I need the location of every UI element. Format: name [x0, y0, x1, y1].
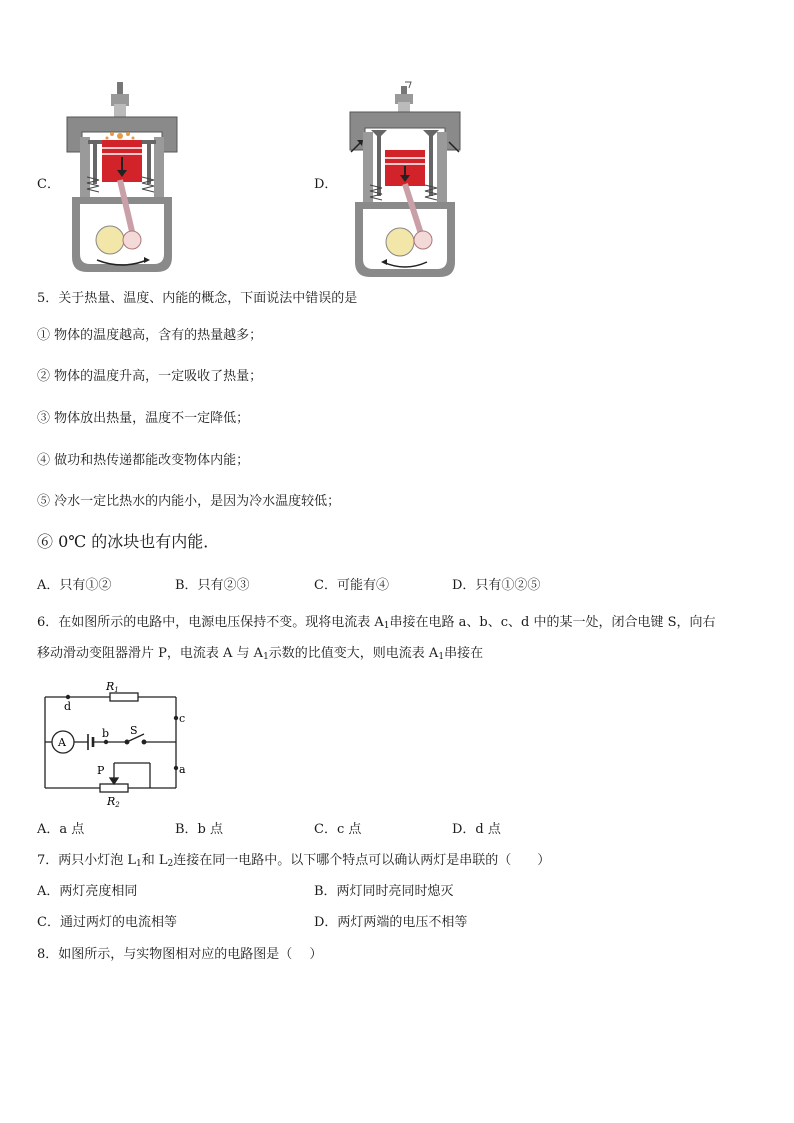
- q5-item-3: ③ 物体放出热量，温度不一定降低；: [37, 411, 250, 426]
- q5-item-1: ① 物体的温度越高，含有的热量越多；: [37, 328, 263, 343]
- ammeter-label: A: [58, 736, 66, 749]
- q7-option-d: D．两灯两端的电压不相等: [314, 915, 468, 930]
- q6-circuit-diagram: [40, 678, 200, 810]
- q6-option-d: D．d 点: [452, 822, 501, 837]
- q4-option-d-label: D．: [314, 177, 338, 192]
- q7-stem-sub1: 1: [136, 859, 142, 869]
- r1-label: R1: [106, 680, 119, 694]
- q7-option-a: A．两灯亮度相同: [37, 884, 138, 899]
- q7-stem-c: 连接在同一电路中。以下哪个特点可以确认两灯是串联的（ ）: [173, 853, 551, 868]
- engine-diagram-d: [345, 80, 465, 280]
- switch-label: S: [130, 724, 138, 737]
- q6-stem-1-sub: 1: [383, 621, 390, 631]
- q5-item-5: ⑤ 冷水一定比热水的内能小，是因为冷水温度较低；: [37, 494, 341, 509]
- q6-stem-1b: 串接在电路 a、b、c、d 中的某一处，闭合电键 S，向右: [389, 615, 716, 630]
- q5-option-a: A．只有①②: [37, 578, 112, 593]
- q6-option-a: A．a 点: [37, 822, 85, 837]
- q5-option-b: B．只有②③: [175, 578, 250, 593]
- q7-stem-sub2: 2: [167, 859, 174, 869]
- point-a-label: a: [179, 763, 186, 776]
- q4-option-c-label: C．: [37, 177, 60, 192]
- q6-stem-2b: 示数的比值变大，则电流表 A: [268, 646, 439, 661]
- q8-stem: 8．如图所示，与实物图相对应的电路图是（ ）: [37, 947, 323, 962]
- q6-stem-line-2: [37, 645, 483, 666]
- q5-option-c: C．可能有④: [314, 578, 389, 593]
- q6-option-c: C．c 点: [314, 822, 362, 837]
- q7-option-b: B．两灯同时亮同时熄灭: [314, 884, 454, 899]
- slider-label: P: [97, 764, 105, 777]
- point-b-label: b: [102, 727, 110, 740]
- r2-label: R2: [107, 795, 120, 809]
- q7-stem-a: 7．两只小灯泡 L: [37, 853, 137, 868]
- q6-option-b: B．b 点: [175, 822, 224, 837]
- engine-diagram-c: [62, 82, 182, 277]
- q7-option-c: C．通过两灯的电流相等: [37, 915, 177, 930]
- point-d-label: d: [64, 700, 72, 713]
- q5-item-6: ⑥ 0℃ 的冰块也有内能．: [37, 532, 220, 551]
- q5-item-4: ④ 做功和热传递都能改变物体内能；: [37, 453, 250, 468]
- q5-item-2: ② 物体的温度升高，一定吸收了热量；: [37, 369, 263, 384]
- q6-stem-2-sub2: 1: [438, 652, 445, 662]
- q6-stem-line-1: [37, 614, 716, 635]
- point-c-label: c: [179, 712, 186, 725]
- q6-stem-2-sub1: 1: [263, 652, 269, 662]
- q6-stem-1a: 6．在如图所示的电路中，电源电压保持不变。现将电流表 A: [37, 615, 384, 630]
- q7-stem-b: 和 L: [141, 853, 168, 868]
- q5-option-d: D．只有①②⑤: [452, 578, 541, 593]
- q6-stem-2c: 串接在: [444, 646, 484, 661]
- q5-stem: 5．关于热量、温度、内能的概念，下面说法中错误的是: [37, 291, 358, 306]
- q7-stem: [37, 852, 550, 873]
- q6-stem-2a: 移动滑动变阻器滑片 P，电流表 A 与 A: [37, 646, 264, 661]
